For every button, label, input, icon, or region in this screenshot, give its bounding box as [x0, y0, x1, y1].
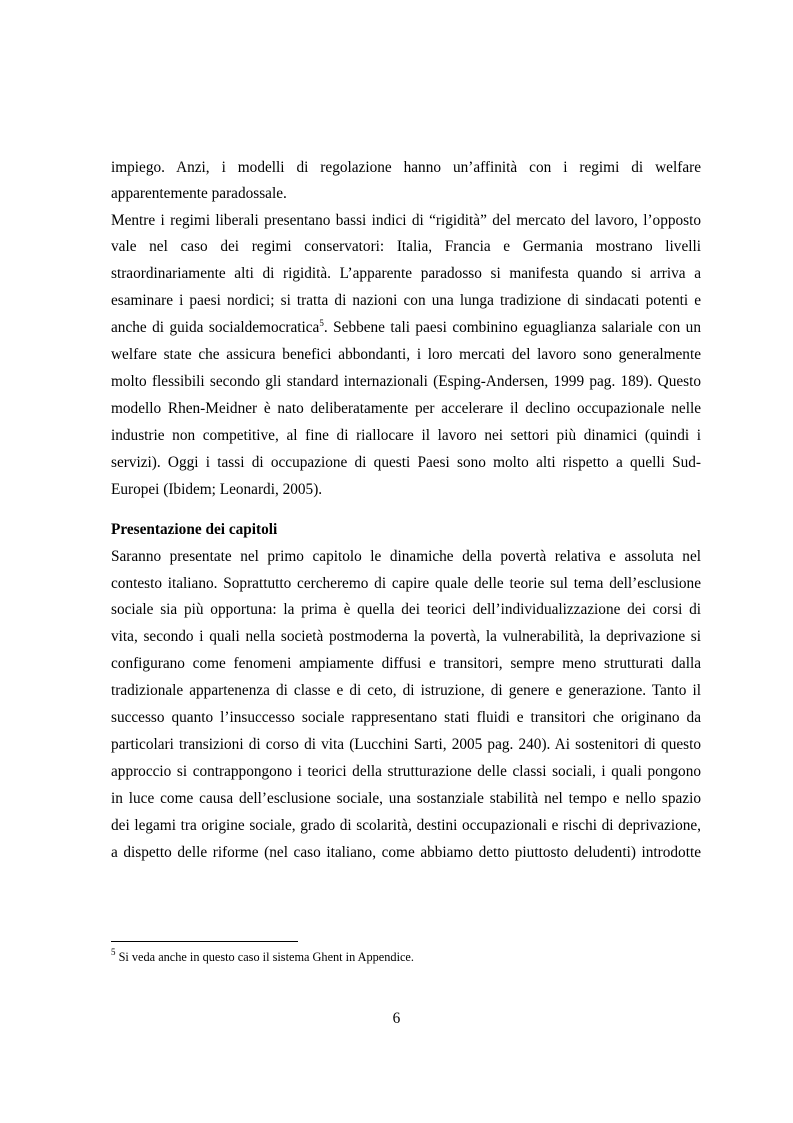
paragraph-line: in luce come causa dell’esclusione sociale, una sostanziale stabilità nel tempo e nello spazio [111, 790, 701, 807]
paragraph-line: molto flessibili secondo gli standard internazionali (Esping-Andersen, 1999 pag. 189). Questo [111, 373, 701, 390]
paragraph-line: particolari transizioni di corso di vita (Lucchini Sarti, 2005 pag. 240). Ai sostenitori di questo [111, 736, 701, 753]
paragraph-line: Saranno presentate nel primo capitolo le dinamiche della povertà relativa e assoluta nel [111, 548, 701, 565]
paragraph-line: sociale sia più opportuna: la prima è quella dei teorici dell’individualizzazione dei corsi di [111, 601, 701, 618]
paragraph-line: straordinariamente alti di rigidità. L’apparente paradosso si manifesta quando si arriva a [111, 265, 701, 282]
paragraph-line: impiego. Anzi, i modelli di regolazione hanno un’affinità con i regimi di welfare [111, 159, 701, 176]
text-span: anche di guida socialdemocratica [111, 319, 320, 336]
paragraph-line: vale nel caso dei regimi conservatori: Italia, Francia e Germania mostrano livelli [111, 238, 701, 255]
footnote-separator [111, 941, 298, 942]
paragraph-line: vita, secondo i quali nella società postmoderna la povertà, la vulnerabilità, la deprivazione si [111, 628, 701, 645]
paragraph-line: apparentemente paradossale. [111, 185, 287, 202]
footnote-number: 5 [111, 947, 116, 957]
footnote-reference[interactable]: 5 [319, 318, 324, 328]
paragraph-line: successo quanto l’insuccesso sociale rappresentano stati fluidi e transitori che originano da [111, 709, 701, 726]
paragraph-line: a dispetto delle riforme (nel caso italiano, come abbiamo detto piuttosto deludenti) introdotte [111, 844, 701, 861]
paragraph-line: Mentre i regimi liberali presentano bassi indici di “rigidità” del mercato del lavoro, l’opposto [111, 212, 701, 229]
paragraph-line: modello Rhen-Meidner è nato deliberatamente per accelerare il declino occupazionale nelle [111, 400, 701, 417]
paragraph-line: esaminare i paesi nordici; si tratta di nazioni con una lunga tradizione di sindacati potenti e [111, 292, 701, 309]
footnote-text: Si veda anche in questo caso il sistema Ghent in Appendice. [115, 950, 414, 964]
paragraph-line: tradizionale appartenenza di classe e di ceto, di istruzione, di genere e generazione. Tanto il [111, 682, 701, 699]
text-span: . Sebbene tali paesi combinino eguaglianza salariale con un [323, 319, 701, 336]
paragraph-line: approccio si contrappongono i teorici della strutturazione delle classi sociali, i quali pongono [111, 763, 701, 780]
paragraph-line: dei legami tra origine sociale, grado di scolarità, destini occupazionali e rischi di deprivazione, [111, 817, 701, 834]
paragraph-line: configurano come fenomeni ampiamente diffusi e transitori, sempre meno strutturati dalla [111, 655, 701, 672]
footnote [111, 948, 414, 966]
paragraph-line: welfare state che assicura benefici abbondanti, i loro mercati del lavoro sono generalmente [111, 346, 701, 363]
page-number: 6 [392, 1010, 401, 1027]
section-heading: Presentazione dei capitoli [111, 521, 278, 538]
paragraph-line: Europei (Ibidem; Leonardi, 2005). [111, 481, 323, 498]
paragraph-line: industrie non competitive, al fine di riallocare il lavoro nei settori più dinamici (quindi i [111, 427, 701, 444]
paragraph-line-with-footnote-ref [111, 315, 701, 341]
paragraph-line: servizi). Oggi i tassi di occupazione di questi Paesi sono molto alti rispetto a quelli Sud- [111, 454, 701, 471]
paragraph-line: contesto italiano. Soprattutto cercheremo di capire quale delle teorie sul tema dell’esclusione [111, 575, 701, 592]
